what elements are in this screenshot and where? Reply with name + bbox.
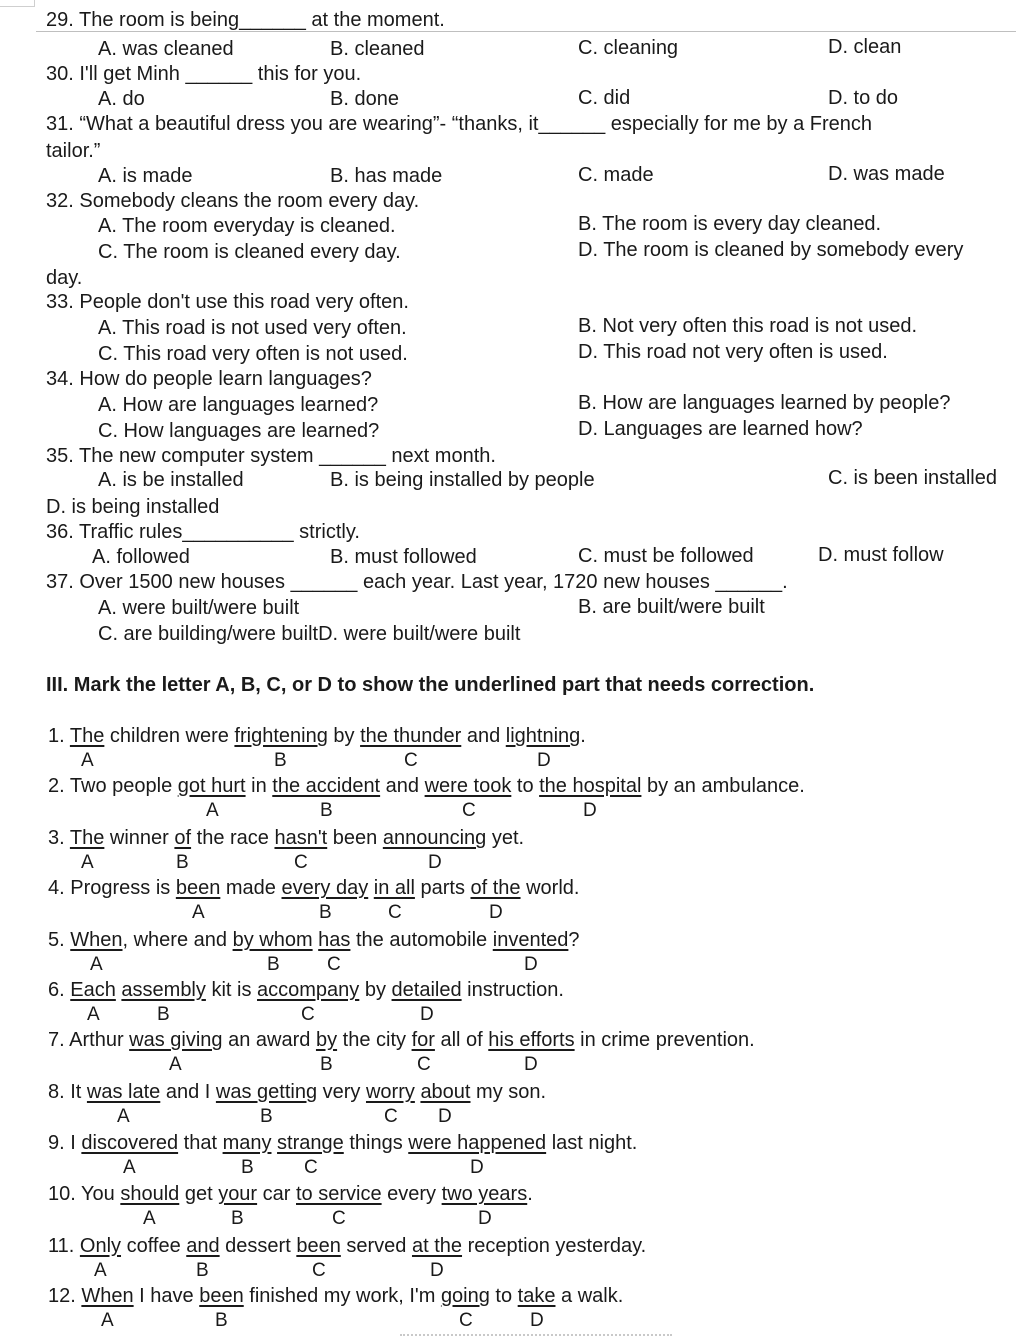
underlined-b: frightening <box>234 725 328 747</box>
underlined-d: invented <box>492 929 569 951</box>
blank: ______ <box>239 9 306 31</box>
underlined-c: strange <box>277 1132 344 1154</box>
sentence-text: in <box>245 775 273 797</box>
answer-letter-a: A <box>206 800 219 821</box>
answer-letter-d: D <box>478 1208 492 1229</box>
option-c: C. is been installed <box>828 467 997 489</box>
option-d: D. to do <box>828 87 899 109</box>
sentence-text: kit is <box>205 979 258 1001</box>
question-number: 34. <box>46 368 74 390</box>
blank: ______ <box>185 63 253 85</box>
sentence-text: my son. <box>470 1081 547 1103</box>
question-36 <box>46 522 360 542</box>
underlined-c: going <box>440 1285 490 1307</box>
blank: ______ <box>538 113 606 135</box>
sentence-text: ? <box>568 929 580 951</box>
error-question-2 <box>48 776 805 796</box>
answer-letter-d: D <box>530 1310 544 1331</box>
option-c: C. This road very often is not used. <box>98 343 408 365</box>
question-number: 35. <box>46 445 74 467</box>
underlined-a: Only <box>79 1235 122 1257</box>
sentence-text: that <box>178 1132 223 1154</box>
sentence-text: You <box>81 1183 121 1205</box>
underlined-d: about <box>420 1081 471 1103</box>
question-text: Over 1500 new houses <box>79 571 286 593</box>
question-31 <box>46 114 872 134</box>
question-number: 32. <box>46 190 74 212</box>
blank: ______ <box>715 571 783 593</box>
top-rule <box>36 31 1016 32</box>
option-b: B. is being installed by people <box>330 469 595 491</box>
answer-letter-c: C <box>404 750 418 771</box>
answer-letter-b: B <box>176 852 189 873</box>
question-number: 2. <box>48 775 65 797</box>
underlined-d: announcing <box>382 827 487 849</box>
error-question-8 <box>48 1082 546 1102</box>
option-a: A. The room everyday is cleaned. <box>98 215 396 237</box>
page-footer-dots <box>400 1334 672 1336</box>
sentence-text: car <box>257 1183 296 1205</box>
option-b: B. are built/were built <box>578 596 765 618</box>
underlined-c: for <box>411 1029 435 1051</box>
question-text: The new computer system <box>79 445 314 467</box>
sentence-text: . <box>580 725 586 747</box>
error-question-3 <box>48 828 524 848</box>
question-number: 12. <box>48 1285 76 1307</box>
answer-letter-c: C <box>417 1054 431 1075</box>
underlined-a: The <box>69 827 105 849</box>
question-text: . <box>782 571 788 593</box>
underlined-c: hasn't <box>274 827 328 849</box>
blank: ______ <box>319 445 386 467</box>
option-c: C. cleaning <box>578 37 679 59</box>
underlined-a: was giving <box>129 1029 223 1051</box>
option-c: C. are building/were builtD. were built/were built <box>98 623 521 645</box>
question-number: 10. <box>48 1183 76 1205</box>
sentence-text: and I <box>160 1081 216 1103</box>
underlined-d: his efforts <box>488 1029 575 1051</box>
answer-letter-c: C <box>459 1310 473 1331</box>
answer-letter-d: D <box>430 1260 444 1281</box>
underlined-b: your <box>218 1183 258 1205</box>
question-text: each year. Last year, 1720 new houses <box>362 571 710 593</box>
underlined-d: at the <box>411 1235 463 1257</box>
question-text: Traffic rules <box>79 521 183 543</box>
answer-letter-a: A <box>90 954 103 975</box>
answer-letter-a: A <box>143 1208 156 1229</box>
question-number: 37. <box>46 571 74 593</box>
error-question-7 <box>48 1030 755 1050</box>
sentence-text: I have <box>133 1285 200 1307</box>
sentence-text: an award <box>222 1029 316 1051</box>
question-35 <box>46 446 496 466</box>
answer-letter-a: A <box>81 852 94 873</box>
underlined-a: should <box>120 1183 180 1205</box>
option-d: D. clean <box>828 36 902 58</box>
question-32 <box>46 191 419 211</box>
page-corner-mark <box>0 0 35 7</box>
question-text: The room is being <box>79 9 240 31</box>
underlined-c: accompany <box>257 979 360 1001</box>
underlined-c: the thunder <box>360 725 462 747</box>
question-number: 6. <box>48 979 65 1001</box>
option-c: C. did <box>578 87 631 109</box>
sentence-text: coffee <box>121 1235 187 1257</box>
sentence-text: world. <box>520 877 580 899</box>
answer-letter-d: D <box>438 1106 452 1127</box>
sentence-text: things <box>343 1132 409 1154</box>
question-number: 5. <box>48 929 65 951</box>
question-number: 11. <box>48 1235 75 1257</box>
option-b: B. must followed <box>330 546 477 568</box>
underlined-b: of <box>174 827 192 849</box>
answer-letter-a: A <box>169 1054 182 1075</box>
option-c: C. How languages are learned? <box>98 420 380 442</box>
answer-letter-a: A <box>81 750 94 771</box>
question-continuation: tailor.” <box>46 140 101 162</box>
answer-letter-d: D <box>420 1004 434 1025</box>
sentence-text: in crime prevention. <box>574 1029 755 1051</box>
sentence-text: Progress is <box>70 877 176 899</box>
answer-letter-c: C <box>301 1004 315 1025</box>
question-number: 1. <box>48 725 65 747</box>
error-question-9 <box>48 1133 637 1153</box>
question-text: I'll get Minh <box>79 63 180 85</box>
answer-letter-b: B <box>241 1157 254 1178</box>
question-30 <box>46 64 361 84</box>
sentence-text: and <box>380 775 425 797</box>
question-number: 31. <box>46 113 74 135</box>
underlined-a: When <box>70 929 123 951</box>
answer-letter-d: D <box>470 1157 484 1178</box>
sentence-text: yet. <box>486 827 525 849</box>
answer-letter-d: D <box>537 750 551 771</box>
answer-letter-a: A <box>101 1310 114 1331</box>
blank: __________ <box>182 521 294 543</box>
answer-letter-b: B <box>157 1004 170 1025</box>
underlined-b: by <box>315 1029 338 1051</box>
answer-letter-c: C <box>388 902 402 923</box>
answer-letter-a: A <box>87 1004 100 1025</box>
sentence-text: the city <box>337 1029 412 1051</box>
sentence-text: by an ambulance. <box>641 775 805 797</box>
question-33 <box>46 292 409 312</box>
underlined-b: many <box>222 1132 272 1154</box>
underlined-d: detailed <box>391 979 462 1001</box>
sentence-text: . <box>527 1183 533 1205</box>
sentence-text: Two people <box>69 775 178 797</box>
answer-letter-c: C <box>462 800 476 821</box>
option-a: A. This road is not used very often. <box>98 317 407 339</box>
question-number: 30. <box>46 63 74 85</box>
question-number: 8. <box>48 1081 65 1103</box>
underlined-b: by whom <box>232 929 313 951</box>
answer-letter-b: B <box>196 1260 209 1281</box>
option-a: A. followed <box>92 546 190 568</box>
answer-letter-a: A <box>94 1260 107 1281</box>
option-b: B. How are languages learned by people? <box>578 392 951 414</box>
sentence-text: instruction. <box>461 979 564 1001</box>
answer-letter-d: D <box>583 800 597 821</box>
underlined-d: take <box>517 1285 556 1307</box>
answer-letter-b: B <box>319 902 332 923</box>
answer-letter-d: D <box>524 1054 538 1075</box>
underlined-c: been <box>296 1235 341 1257</box>
option-b: B. cleaned <box>330 38 425 60</box>
option-a: A. were built/were built <box>98 597 300 619</box>
question-text: especially for me by a French <box>610 113 873 135</box>
question-text: People don't use this road very often. <box>79 291 409 313</box>
error-question-10 <box>48 1184 533 1204</box>
question-number: 4. <box>48 877 65 899</box>
sentence-text: made <box>220 877 282 899</box>
underlined-b: every day <box>281 877 369 899</box>
underlined-a: was late <box>86 1081 161 1103</box>
option-d: D. Languages are learned how? <box>578 418 863 440</box>
sentence-text: parts <box>414 877 471 899</box>
answer-letter-d: D <box>489 902 503 923</box>
error-question-1 <box>48 726 586 746</box>
error-question-6 <box>48 980 564 1000</box>
error-question-4 <box>48 878 579 898</box>
answer-letter-c: C <box>312 1260 326 1281</box>
option-b: B. The room is every day cleaned. <box>578 213 882 235</box>
option-a: A. How are languages learned? <box>98 394 379 416</box>
answer-letter-a: A <box>192 902 205 923</box>
answer-letter-c: C <box>304 1157 318 1178</box>
question-number: 29. <box>46 9 74 31</box>
answer-letter-b: B <box>320 1054 333 1075</box>
sentence-text: very <box>317 1081 366 1103</box>
sentence-text: finished my work, I'm <box>243 1285 441 1307</box>
blank: ______ <box>290 571 358 593</box>
option-d: D. is being installed <box>46 496 220 518</box>
sentence-text: to <box>489 1285 518 1307</box>
answer-letter-b: B <box>320 800 333 821</box>
question-text: “What a beautiful dress you are wearing”- “thanks, it <box>79 113 539 135</box>
question-number: 33. <box>46 291 74 313</box>
sentence-text: dessert <box>219 1235 297 1257</box>
answer-letter-b: B <box>215 1310 228 1331</box>
question-text: strictly. <box>299 521 360 543</box>
option-d: D. This road not very often is used. <box>578 341 888 363</box>
underlined-d: of the <box>470 877 521 899</box>
underlined-a: got hurt <box>177 775 246 797</box>
question-text: this for you. <box>257 63 362 85</box>
sentence-text: and <box>461 725 506 747</box>
option-a: A. is be installed <box>98 469 244 491</box>
sentence-text: a walk. <box>555 1285 624 1307</box>
option-c: C. made <box>578 164 654 186</box>
sentence-text: by <box>359 979 392 1001</box>
sentence-text: the race <box>191 827 275 849</box>
sentence-text: been <box>327 827 383 849</box>
question-29 <box>46 10 445 30</box>
question-number: 9. <box>48 1132 65 1154</box>
option-b: B. Not very often this road is not used. <box>578 315 918 337</box>
underlined-c: has <box>318 929 351 951</box>
underlined-c: in all <box>373 877 415 899</box>
option-a: A. was cleaned <box>98 38 234 60</box>
question-number: 3. <box>48 827 65 849</box>
sentence-text: , where and <box>122 929 233 951</box>
underlined-c: were took <box>424 775 512 797</box>
option-b: B. done <box>330 88 399 110</box>
underlined-d: two years <box>441 1183 528 1205</box>
answer-letter-b: B <box>231 1208 244 1229</box>
underlined-c: to service <box>296 1183 382 1205</box>
error-question-5 <box>48 930 580 950</box>
question-number: 7. <box>48 1029 65 1051</box>
answer-letter-b: B <box>274 750 287 771</box>
answer-letter-b: B <box>260 1106 273 1127</box>
answer-letter-b: B <box>267 954 280 975</box>
answer-letter-c: C <box>294 852 308 873</box>
question-text: next month. <box>391 445 496 467</box>
sentence-text: all of <box>434 1029 489 1051</box>
answer-letter-c: C <box>332 1208 346 1229</box>
option-b: B. has made <box>330 165 443 187</box>
option-d: D. The room is cleaned by somebody every <box>578 239 964 261</box>
option-continuation: day. <box>46 267 83 289</box>
answer-letter-a: A <box>117 1106 130 1127</box>
error-question-11 <box>48 1236 646 1256</box>
sentence-text: served <box>340 1235 412 1257</box>
underlined-b: the accident <box>272 775 381 797</box>
sentence-text: the automobile <box>350 929 493 951</box>
sentence-text: Arthur <box>69 1029 130 1051</box>
sentence-text: last night. <box>546 1132 638 1154</box>
option-d: D. must follow <box>818 544 944 566</box>
question-number: 36. <box>46 521 74 543</box>
sentence-text: by <box>327 725 361 747</box>
sentence-text: I <box>70 1132 82 1154</box>
question-34 <box>46 369 372 389</box>
underlined-d: were happened <box>408 1132 547 1154</box>
underlined-a: When <box>81 1285 134 1307</box>
underlined-b: assembly <box>121 979 206 1001</box>
sentence-text: to <box>511 775 540 797</box>
underlined-a: discovered <box>81 1132 179 1154</box>
sentence-text: reception yesterday. <box>462 1235 647 1257</box>
answer-letter-c: C <box>327 954 341 975</box>
answer-letter-d: D <box>524 954 538 975</box>
underlined-b: and <box>186 1235 220 1257</box>
question-text: at the moment. <box>311 9 445 31</box>
answer-letter-a: A <box>123 1157 136 1178</box>
error-question-12 <box>48 1286 623 1306</box>
sentence-text: every <box>381 1183 442 1205</box>
option-c: C. must be followed <box>578 545 754 567</box>
option-c: C. The room is cleaned every day. <box>98 241 401 263</box>
underlined-a: The <box>69 725 105 747</box>
underlined-d: lightning <box>505 725 581 747</box>
sentence-text: It <box>70 1081 87 1103</box>
option-a: A. do <box>98 88 145 110</box>
underlined-b: was getting <box>215 1081 318 1103</box>
underlined-b: been <box>199 1285 244 1307</box>
question-text: Somebody cleans the room every day. <box>79 190 420 212</box>
question-text: How do people learn languages? <box>79 368 372 390</box>
sentence-text: get <box>179 1183 219 1205</box>
underlined-a: been <box>175 877 221 899</box>
sentence-text: children were <box>104 725 235 747</box>
answer-letter-d: D <box>428 852 442 873</box>
section-heading: III. Mark the letter A, B, C, or D to show the underlined part that needs correction. <box>46 674 815 696</box>
underlined-c: worry <box>365 1081 415 1103</box>
sentence-text: winner <box>104 827 175 849</box>
question-37 <box>46 572 788 592</box>
underlined-a: Each <box>70 979 116 1001</box>
underlined-d: the hospital <box>539 775 642 797</box>
option-d: D. was made <box>828 163 945 185</box>
answer-letter-c: C <box>384 1106 398 1127</box>
option-a: A. is made <box>98 165 193 187</box>
